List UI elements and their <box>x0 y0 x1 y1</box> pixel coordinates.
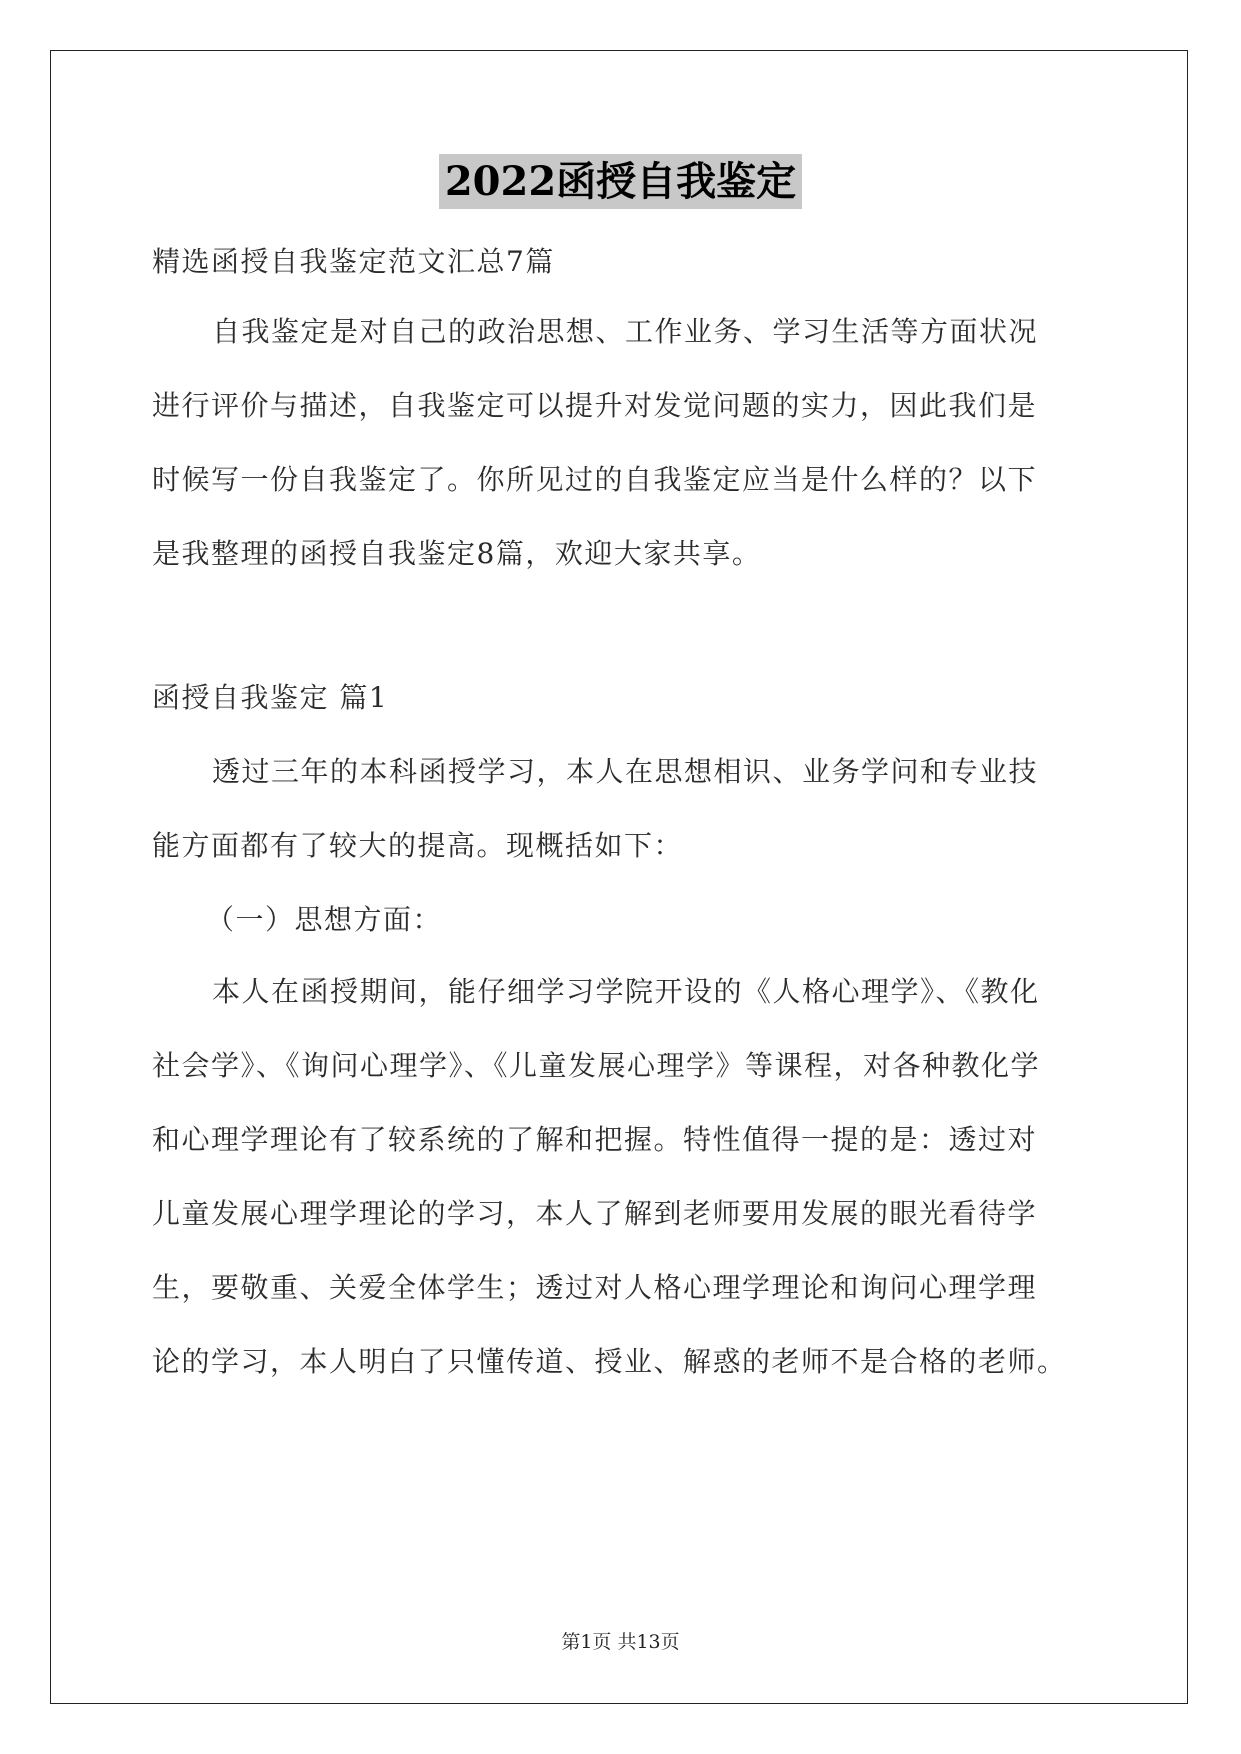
body-line: 社会学》、《询问心理学》、《儿童发展心理学》等课程，对各种教化学 <box>152 1049 1041 1082</box>
body-line: 生，要敬重、关爱全体学生；透过对人格心理学理论和询问心理学理 <box>152 1271 1038 1304</box>
intro-line: 自我鉴定是对自己的政治思想、工作业务、学习生活等方面状况 <box>212 315 1039 348</box>
section-heading: 函授自我鉴定 篇1 <box>152 681 389 714</box>
body-line: 和心理学理论有了较系统的了解和把握。特性值得一提的是：透过对 <box>152 1123 1038 1156</box>
body-line: 论的学习，本人明白了只懂传道、授业、解惑的老师不是合格的老师。 <box>152 1345 1067 1378</box>
section-intro-line: 能方面都有了较大的提高。现概括如下： <box>152 829 684 862</box>
document-subtitle: 精选函授自我鉴定范文汇总7篇 <box>152 245 555 278</box>
document-title <box>0 150 1241 207</box>
body-line: 本人在函授期间，能仔细学习学院开设的《人格心理学》、《教化 <box>212 975 1040 1008</box>
document-title-text: 2022函授自我鉴定 <box>439 154 802 209</box>
intro-line: 是我整理的函授自我鉴定8篇，欢迎大家共享。 <box>152 537 762 570</box>
intro-line: 进行评价与描述，自我鉴定可以提升对发觉问题的实力，因此我们是 <box>152 389 1038 422</box>
page-footer: 第1页 共13页 <box>561 1631 680 1653</box>
intro-line: 时候写一份自我鉴定了。你所见过的自我鉴定应当是什么样的？以下 <box>152 463 1038 496</box>
page-border <box>50 50 1188 1704</box>
body-line: 儿童发展心理学理论的学习，本人了解到老师要用发展的眼光看待学 <box>152 1197 1038 1230</box>
section-intro-line: 透过三年的本科函授学习，本人在思想相识、业务学问和专业技 <box>212 755 1039 788</box>
subsection-heading: （一）思想方面： <box>206 903 443 936</box>
